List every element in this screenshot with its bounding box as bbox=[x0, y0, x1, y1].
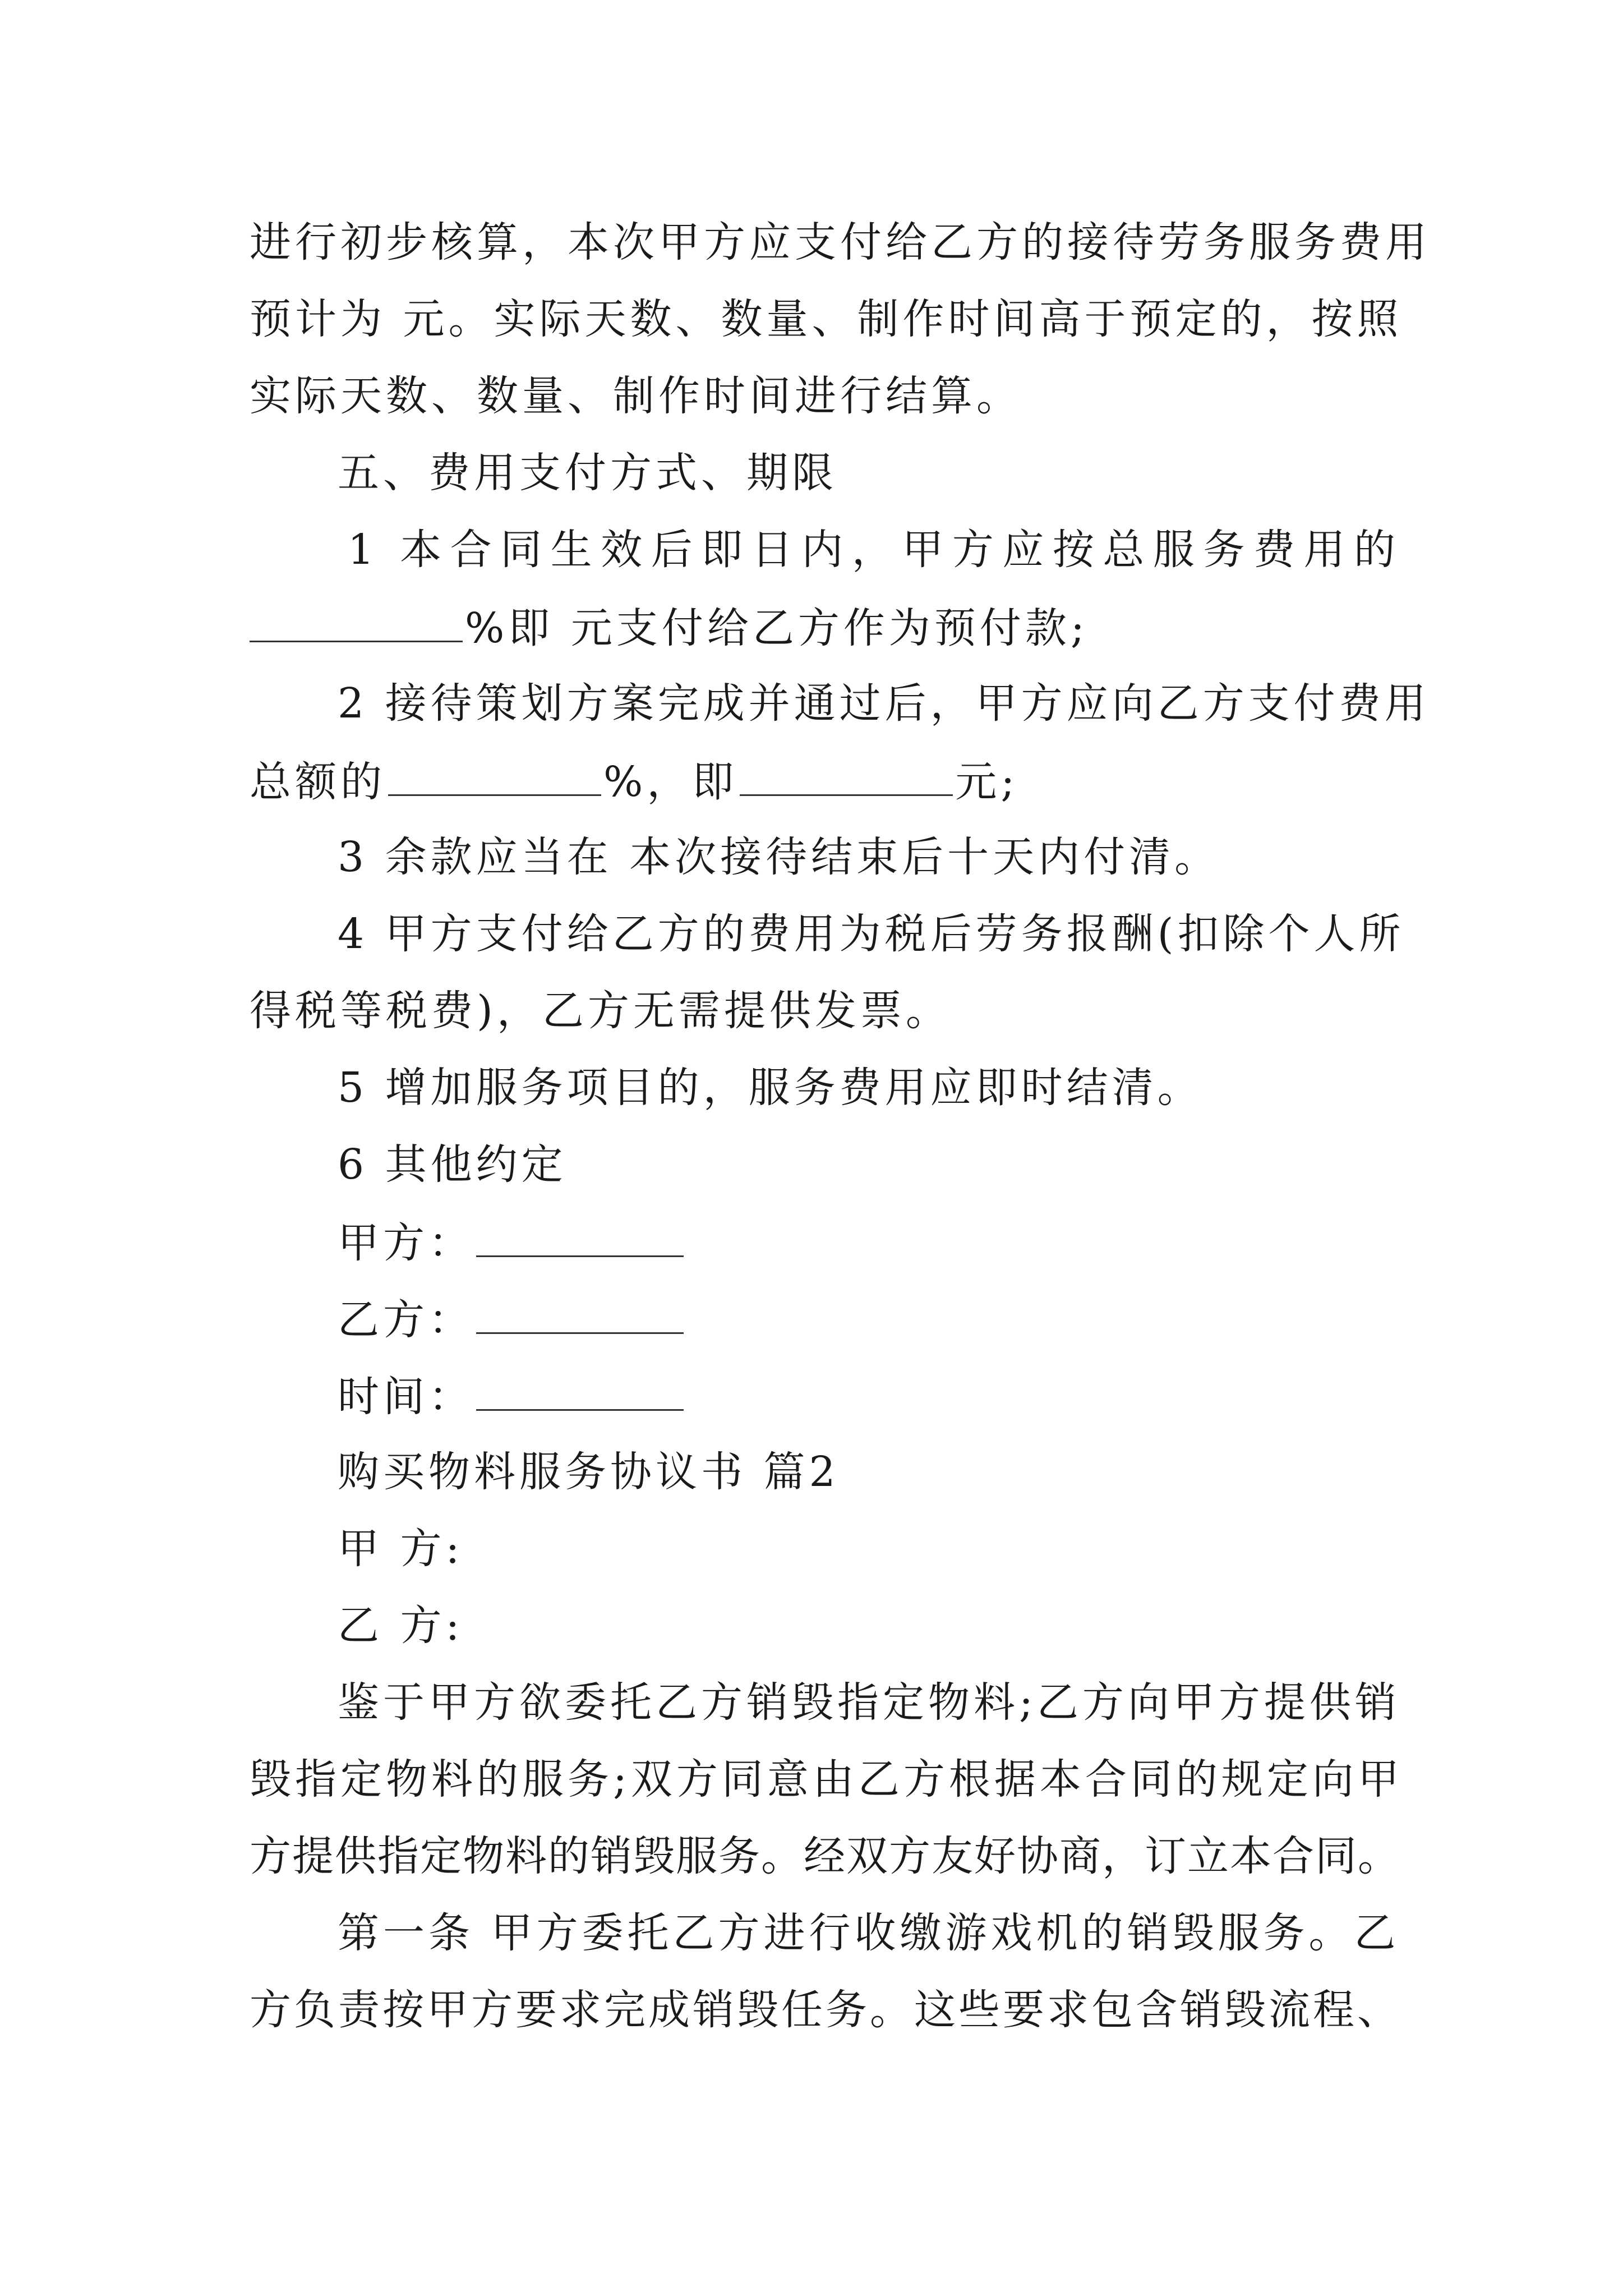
signature-date bbox=[338, 1373, 1487, 1421]
article-line: 第一条 甲方委托乙方进行收缴游戏机的销毁服务。乙 bbox=[338, 1909, 1400, 1957]
clause-text: %，即 bbox=[603, 758, 738, 806]
clause-line bbox=[250, 604, 1399, 652]
party-label: 乙 方: bbox=[338, 1602, 464, 1650]
fill-in-blank[interactable] bbox=[740, 760, 953, 796]
clause-line: 3 余款应当在 本次接待结束后十天内付清。 bbox=[338, 833, 1220, 881]
signature-label: 乙方： bbox=[338, 1296, 474, 1344]
signature-label: 甲方： bbox=[338, 1219, 474, 1267]
signature-party-b bbox=[338, 1296, 1487, 1344]
fill-in-blank[interactable] bbox=[250, 606, 463, 642]
clause-line: 得税等税费)，乙方无需提供发票。 bbox=[250, 987, 951, 1035]
clause-text: 总额的 bbox=[250, 758, 386, 806]
clause-text: %即 元支付给乙方作为预付款; bbox=[465, 604, 1089, 652]
fill-in-blank[interactable] bbox=[476, 1374, 684, 1411]
fill-in-blank[interactable] bbox=[476, 1297, 684, 1334]
clause-text: 元; bbox=[955, 758, 1019, 806]
paragraph-line: 鉴于甲方欲委托乙方销毁指定物料;乙方向甲方提供销 bbox=[338, 1678, 1400, 1727]
clause-line bbox=[250, 758, 1399, 806]
article-line: 方负责按甲方要求完成销毁任务。这些要求包含销毁流程、 bbox=[250, 1986, 1401, 2034]
signature-party-a bbox=[338, 1219, 1487, 1267]
paragraph-line: 方提供指定物料的销毁服务。经双方友好协商，订立本合同。 bbox=[250, 1832, 1400, 1880]
document-heading: 购买物料服务协议书 篇2 bbox=[338, 1448, 840, 1496]
paragraph-line: 进行初步核算，本次甲方应支付给乙方的接待劳务服务费用 bbox=[250, 218, 1431, 266]
section-heading: 五、费用支付方式、期限 bbox=[338, 449, 837, 497]
paragraph-line: 实际天数、数量、制作时间进行结算。 bbox=[250, 372, 1022, 420]
paragraph-line: 毁指定物料的服务;双方同意由乙方根据本合同的规定向甲 bbox=[250, 1755, 1403, 1803]
signature-label: 时间： bbox=[338, 1373, 474, 1421]
clause-line: 6 其他约定 bbox=[338, 1140, 567, 1189]
paragraph-line: 预计为 元。实际天数、数量、制作时间高于预定的，按照 bbox=[250, 295, 1403, 343]
clause-line: 1 本合同生效后即日内，甲方应按总服务费用的 bbox=[348, 526, 1399, 574]
clause-line: 5 增加服务项目的，服务费用应即时结清。 bbox=[338, 1064, 1203, 1112]
fill-in-blank[interactable] bbox=[476, 1221, 684, 1257]
clause-line: 2 接待策划方案完成并通过后，甲方应向乙方支付费用 bbox=[338, 679, 1430, 728]
party-label: 甲 方: bbox=[338, 1525, 464, 1573]
fill-in-blank[interactable] bbox=[388, 760, 601, 796]
clause-line: 4 甲方支付给乙方的费用为税后劳务报酬(扣除个人所 bbox=[338, 910, 1405, 958]
